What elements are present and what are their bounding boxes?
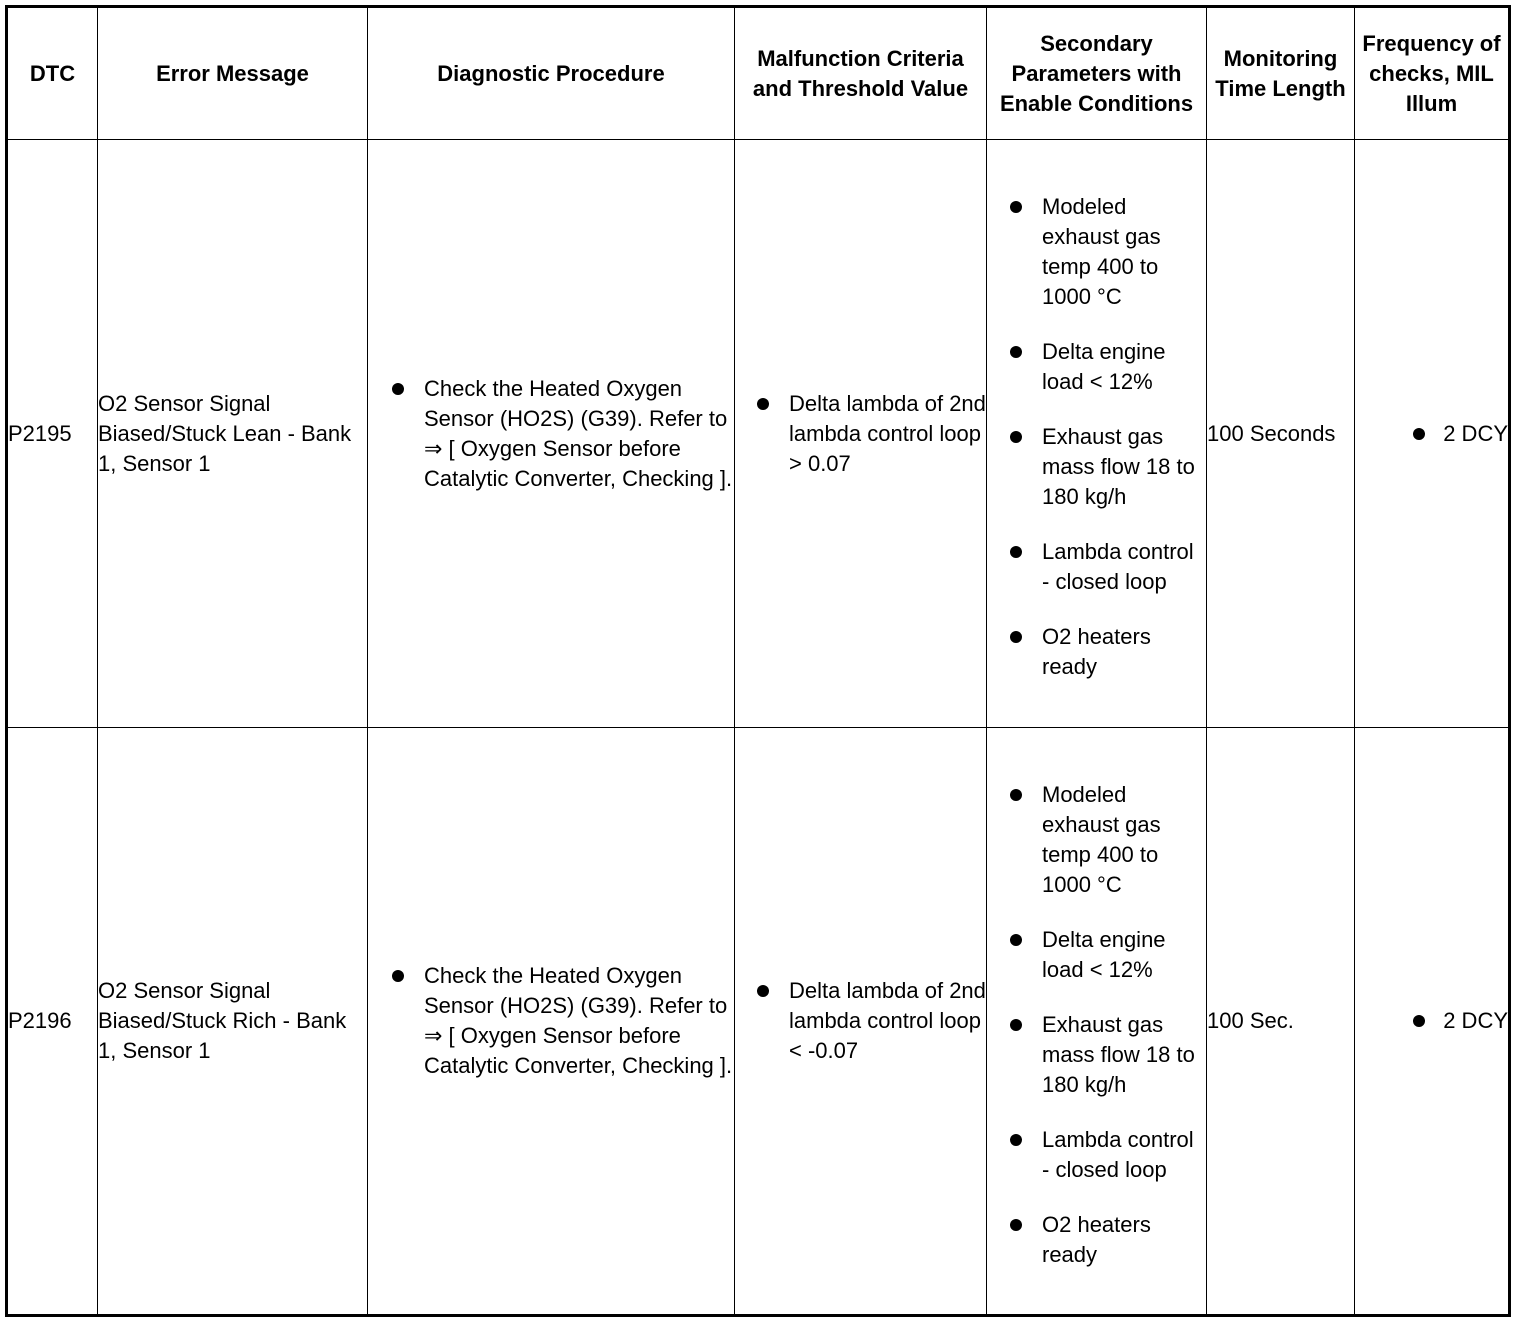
bullet-icon [1010, 346, 1022, 358]
frequency [1355, 728, 1510, 1316]
secondary-item [1010, 1125, 1206, 1185]
bullet-icon [1010, 1134, 1022, 1146]
procedure-item [392, 961, 734, 1081]
bullet-icon [1010, 1219, 1022, 1231]
bullet-icon [1413, 1015, 1425, 1027]
dtc-table [5, 5, 1511, 1317]
monitoring-time: 100 Seconds [1207, 140, 1355, 728]
malfunction-item [757, 976, 986, 1066]
malfunction-text: Delta lambda of 2nd lambda control loop < -0.07 [789, 978, 986, 1063]
dtc-code: P2196 [7, 728, 98, 1316]
secondary-text: Modeled exhaust gas temp 400 to 1000 °C [1042, 194, 1161, 309]
malfunction-criteria [735, 728, 987, 1316]
secondary-parameters [987, 140, 1207, 728]
frequency-item [1413, 1006, 1508, 1036]
bullet-icon [757, 985, 769, 997]
secondary-item [1010, 192, 1206, 312]
secondary-text: O2 heaters ready [1042, 624, 1151, 679]
secondary-item [1010, 422, 1206, 512]
header-frequency: Frequency of checks, MIL Illum [1355, 7, 1510, 140]
header-malfunction-criteria: Malfunction Criteria and Threshold Value [735, 7, 987, 140]
frequency-text: 2 DCY [1443, 1008, 1508, 1033]
monitoring-time: 100 Sec. [1207, 728, 1355, 1316]
diagnostic-procedure [368, 728, 735, 1316]
bullet-icon [1010, 934, 1022, 946]
table-row [7, 728, 1510, 1316]
bullet-icon [1010, 546, 1022, 558]
frequency-text: 2 DCY [1443, 420, 1508, 446]
error-message: O2 Sensor Signal Biased/Stuck Lean - Bank 1, Sensor 1 [98, 140, 368, 728]
bullet-icon [1010, 789, 1022, 801]
bullet-icon [757, 398, 769, 410]
secondary-item [1010, 537, 1206, 597]
secondary-text: Delta engine load < 12% [1042, 339, 1166, 394]
malfunction-criteria [735, 140, 987, 728]
dtc-code: P2195 [7, 140, 98, 728]
procedure-text: Check the Heated Oxygen Sensor (HO2S) (G39). Refer to ⇒ [ Oxygen Sensor before Catalytic Converter, Checking ]. [424, 963, 733, 1078]
header-row [7, 7, 1510, 140]
malfunction-text: Delta lambda of 2nd lambda control loop > 0.07 [789, 390, 986, 476]
secondary-item [1010, 925, 1206, 985]
frequency [1355, 140, 1510, 728]
secondary-text: Modeled exhaust gas temp 400 to 1000 °C [1042, 781, 1161, 897]
procedure-text: Check the Heated Oxygen Sensor (HO2S) (G39). Refer to ⇒ [ Oxygen Sensor before Catalytic Converter, Checking ]. [424, 375, 733, 491]
table-row [7, 140, 1510, 728]
header-error-message: Error Message [98, 7, 368, 140]
bullet-icon [392, 970, 404, 982]
bullet-icon [392, 383, 404, 395]
header-secondary-parameters: Secondary Parameters with Enable Conditions [987, 7, 1207, 140]
secondary-parameters [987, 728, 1207, 1316]
bullet-icon [1413, 428, 1425, 440]
header-dtc: DTC [7, 7, 98, 140]
bullet-icon [1010, 1019, 1022, 1031]
secondary-text: Exhaust gas mass flow 18 to 180 kg/h [1042, 1011, 1195, 1097]
header-diagnostic-procedure: Diagnostic Procedure [368, 7, 735, 140]
secondary-text: O2 heaters ready [1042, 1211, 1151, 1267]
secondary-item [1010, 622, 1206, 682]
secondary-item [1010, 1010, 1206, 1100]
frequency-item [1413, 419, 1508, 449]
procedure-item [392, 374, 734, 494]
secondary-text: Lambda control - closed loop [1042, 1126, 1194, 1182]
secondary-text: Delta engine load < 12% [1042, 926, 1166, 982]
malfunction-item [757, 389, 986, 479]
secondary-item [1010, 780, 1206, 900]
secondary-text: Lambda control - closed loop [1042, 539, 1194, 594]
secondary-item [1010, 337, 1206, 397]
error-message: O2 Sensor Signal Biased/Stuck Rich - Bank 1, Sensor 1 [98, 728, 368, 1316]
bullet-icon [1010, 431, 1022, 443]
bullet-icon [1010, 201, 1022, 213]
header-monitoring-time: Monitoring Time Length [1207, 7, 1355, 140]
secondary-text: Exhaust gas mass flow 18 to 180 kg/h [1042, 424, 1195, 509]
bullet-icon [1010, 631, 1022, 643]
secondary-item [1010, 1210, 1206, 1270]
diagnostic-procedure [368, 140, 735, 728]
